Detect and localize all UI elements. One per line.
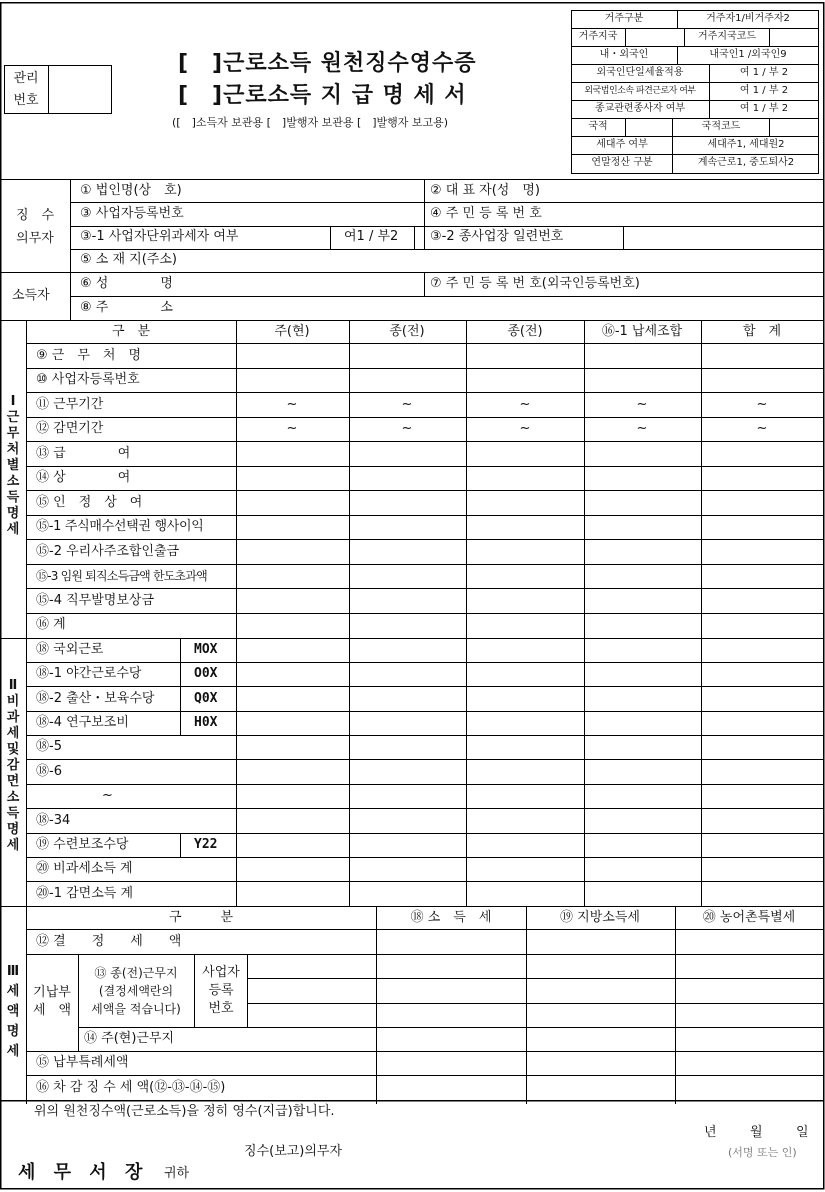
reduction-period-tilde-4: ~ xyxy=(636,421,648,436)
title-receipt: [ ]근로소득 원천징수영수증 xyxy=(178,51,477,76)
work-period-tilde-5: ~ xyxy=(756,397,768,412)
footer-year: 년 xyxy=(704,1125,717,1140)
section1-header-total: 합 계 xyxy=(742,324,782,339)
info-label-country-code: 거주지국코드 xyxy=(698,31,756,42)
section2-row-5: ⑱-5 xyxy=(36,739,62,754)
section1-header-prev-1: 종(전) xyxy=(389,324,425,339)
work-period-tilde-2: ~ xyxy=(401,397,413,412)
info-label-citizenship: 국적 xyxy=(588,121,608,132)
info-value-householder: 세대주1, 세대원2 xyxy=(707,139,785,150)
info-label-dispatched: 외국법인소속 파견근로자 여부 xyxy=(584,86,696,96)
section1-row-deemed-bonus: ⑮ 인 정 상 여 xyxy=(36,495,143,510)
work-period-tilde-1: ~ xyxy=(286,397,298,412)
footer-statement: 위의 원천징수액(근로소득)을 정히 영수(지급)합니다. xyxy=(34,1104,335,1119)
section2-code-overseas: MOX xyxy=(194,642,218,657)
section2-row-overseas: ⑱ 국외근로 xyxy=(36,642,104,657)
section1-header-prev-2: 종(전) xyxy=(507,324,543,339)
section1-header-tax-union: ⑯-1 납세조합 xyxy=(601,324,683,339)
info-label-country: 거주지국 xyxy=(578,31,618,42)
withholder-label: 징 수 의무자 xyxy=(15,208,55,246)
section1-row-work-period: ⑪ 근무기간 xyxy=(36,397,104,412)
info-label-flat-rate: 외국인단일세율적용 xyxy=(596,67,684,78)
biz-reg-no-label: ③ 사업자등록번호 xyxy=(80,206,184,221)
info-label-religious: 종교관련종사자 여부 xyxy=(594,103,686,114)
section3-determined-tax: ⑫ 결 정 세 액 xyxy=(36,934,182,949)
earner-name-label: ⑥ 성 명 xyxy=(80,276,173,291)
earner-resident-no-label: ⑦ 주 민 등 록 번 호(외국인등록번호) xyxy=(430,276,640,291)
earner-label: 소득자 xyxy=(12,288,50,303)
unit-tax-value: 여1 / 부2 xyxy=(344,229,399,244)
work-period-tilde-4: ~ xyxy=(636,397,648,412)
section1-header-category: 구 분 xyxy=(111,324,151,339)
corp-name-label: ① 법인명(상 호) xyxy=(80,183,182,198)
section1-row-reduction-period: ⑫ 감면기간 xyxy=(36,421,104,436)
info-value-residency: 거주자1/비거주자2 xyxy=(706,13,790,24)
section3-prev-work-label: ⑬ 종(전)근무지 (결정세액란의 세액을 적습니다) xyxy=(91,966,181,1016)
section3-header-income-tax: ⑱ 소 득 세 xyxy=(410,910,492,925)
section3-special-tax: ⑮ 납부특례세액 xyxy=(36,1055,129,1070)
footer-honorific: 귀하 xyxy=(164,1166,190,1181)
section2-row-ellipsis: ~ xyxy=(102,788,113,803)
section1-row-invention-reward: ⑮-4 직무발명보상금 xyxy=(36,593,155,608)
section2-row-reduced-total: ⑳-1 감면소득 계 xyxy=(36,886,134,901)
section2-row-research: ⑱-4 연구보조비 xyxy=(36,715,129,730)
section2-row-34: ⑱-34 xyxy=(36,813,71,828)
reduction-period-tilde-1: ~ xyxy=(286,421,298,436)
section3-header-rural-tax: ⑳ 농어촌특별세 xyxy=(702,910,796,925)
section2-label: Ⅱ 비 과 세 및 감 면 소 득 명 세 xyxy=(6,678,20,853)
mgmt-number-label: 관리 번호 xyxy=(13,71,39,108)
info-label-residency: 거주구분 xyxy=(604,13,644,24)
reduction-period-tilde-3: ~ xyxy=(519,421,531,436)
section3-header-category: 구 분 xyxy=(168,910,234,925)
info-value-religious: 여 1 / 부 2 xyxy=(739,103,789,114)
section3-diff-tax: ⑯ 차 감 징 수 세 액(⑫-⑬-⑭-⑮) xyxy=(36,1080,226,1095)
info-value-dispatched: 여 1 / 부 2 xyxy=(739,85,789,96)
info-value-settlement: 계속근로1, 중도퇴사2 xyxy=(697,157,795,168)
info-label-householder: 세대주 여부 xyxy=(596,139,648,150)
section1-row-stock-option: ⑮-1 주식매수선택권 행사이익 xyxy=(36,519,204,534)
section1-label: Ⅰ 근 무 처 별 소 득 명 세 xyxy=(6,394,20,537)
footer-day: 일 xyxy=(796,1125,809,1140)
section1-row-biz-reg-no: ⑩ 사업자등록번호 xyxy=(36,372,140,387)
footer-month: 월 xyxy=(750,1125,763,1140)
section3-header-local-tax: ⑲ 지방소득세 xyxy=(560,910,640,925)
unit-tax-label: ③-1 사업자단위과세자 여부 xyxy=(80,229,239,244)
reduction-period-tilde-2: ~ xyxy=(401,421,413,436)
title-subtitle: ([ ]소득자 보관용 [ ]발행자 보관용 [ ]발행자 보고용) xyxy=(172,116,449,129)
section2-row-childcare: ⑱-2 출산・보육수당 xyxy=(36,691,155,706)
reduction-period-tilde-5: ~ xyxy=(756,421,768,436)
section2-row-night-work: ⑱-1 야간근로수당 xyxy=(36,666,142,681)
section2-row-training: ⑲ 수련보조수당 xyxy=(36,837,129,852)
info-label-settlement: 연말정산 구분 xyxy=(591,157,653,168)
section2-row-nontaxable-total: ⑳ 비과세소득 계 xyxy=(36,861,133,876)
section1-header-current: 주(현) xyxy=(274,324,310,339)
earner-address-label: ⑧ 주 소 xyxy=(80,300,173,315)
info-label-citizenship-code: 국적코드 xyxy=(701,121,741,132)
section3-current-work: ⑭ 주(현)근무지 xyxy=(84,1031,175,1046)
title-statement: [ ]근로소득 지 급 명 세 서 xyxy=(178,83,467,108)
section1-row-esop-withdrawal: ⑮-2 우리사주조합인출금 xyxy=(36,544,180,559)
section1-row-subtotal: ⑯ 계 xyxy=(36,617,66,632)
branch-no-label: ③-2 종사업장 일련번호 xyxy=(430,229,564,244)
representative-label: ② 대 표 자(성 명) xyxy=(430,183,540,198)
footer-reporter: 징수(보고)의무자 xyxy=(244,1144,343,1159)
section1-row-exec-retirement: ⑮-3 임원 퇴직소득금액 한도초과액 xyxy=(36,569,207,583)
info-value-flat-rate: 여 1 / 부 2 xyxy=(739,67,789,78)
section1-row-bonus: ⑭ 상 여 xyxy=(36,470,131,485)
info-label-nationality-type: 내・외국인 xyxy=(599,49,649,60)
section2-code-childcare: Q0X xyxy=(194,691,218,706)
section3-label: Ⅲ 세 액 명 세 xyxy=(6,964,20,1059)
section1-row-salary: ⑬ 급 여 xyxy=(36,446,131,461)
section3-biz-no-label: 사업자 등록 번호 xyxy=(202,965,240,1016)
section2-code-night-work: O0X xyxy=(194,666,218,681)
work-period-tilde-3: ~ xyxy=(519,397,531,412)
section3-prepaid-label: 기납부 세 액 xyxy=(32,985,72,1018)
section2-code-training: Y22 xyxy=(194,837,218,852)
footer-tax-office: 세 무 서 장 xyxy=(18,1162,149,1183)
representative-resident-no-label: ④ 주 민 등 록 번 호 xyxy=(430,206,542,221)
section2-row-6: ⑱-6 xyxy=(36,764,62,779)
section1-row-workplace: ⑨ 근 무 처 명 xyxy=(36,348,142,363)
info-value-nationality-type: 내국인1 /외국인9 xyxy=(709,49,787,60)
footer-signature-hint: (서명 또는 인) xyxy=(728,1146,797,1159)
section2-code-research: H0X xyxy=(194,715,218,730)
withholder-address-label: ⑤ 소 재 지(주소) xyxy=(80,252,177,267)
